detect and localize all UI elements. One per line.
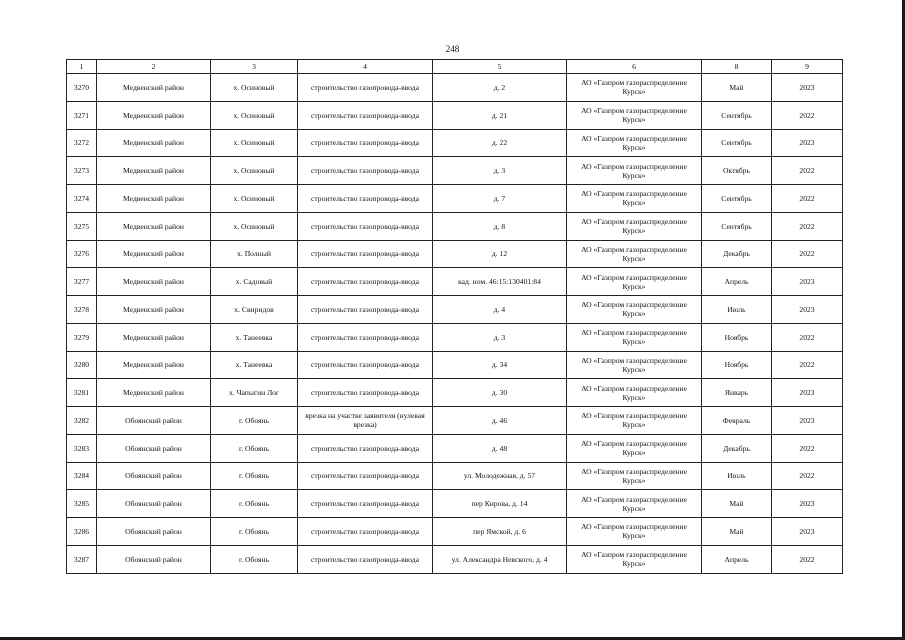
organization-cell: АО «Газпром газораспределение Курск» bbox=[567, 323, 702, 351]
work-type-cell: строительство газопровода-ввода bbox=[298, 157, 433, 185]
table-row bbox=[67, 74, 843, 102]
month-cell: Июль bbox=[702, 462, 772, 490]
organization-cell: АО «Газпром газораспределение Курск» bbox=[567, 268, 702, 296]
locality-cell: г. Обоянь bbox=[211, 490, 298, 518]
organization-cell: АО «Газпром газораспределение Курск» bbox=[567, 379, 702, 407]
organization-cell: АО «Газпром газораспределение Курск» bbox=[567, 74, 702, 102]
district-cell: Медвенский район bbox=[97, 379, 211, 407]
month-cell: Сентябрь bbox=[702, 212, 772, 240]
organization-cell: АО «Газпром газораспределение Курск» bbox=[567, 212, 702, 240]
month-cell: Сентябрь bbox=[702, 101, 772, 129]
year-cell: 2022 bbox=[772, 101, 843, 129]
locality-cell: х. Осиновый bbox=[211, 157, 298, 185]
locality-cell: х. Садовый bbox=[211, 268, 298, 296]
address-cell: д. 46 bbox=[433, 407, 567, 435]
district-cell: Медвенский район bbox=[97, 185, 211, 213]
district-cell: Обоянский район bbox=[97, 434, 211, 462]
locality-cell: х. Танеевка bbox=[211, 351, 298, 379]
month-cell: Май bbox=[702, 74, 772, 102]
table-row bbox=[67, 323, 843, 351]
row-number-cell: 3284 bbox=[67, 462, 97, 490]
year-cell: 2023 bbox=[772, 268, 843, 296]
organization-cell: АО «Газпром газораспределение Курск» bbox=[567, 129, 702, 157]
work-type-cell: строительство газопровода-ввода bbox=[298, 268, 433, 296]
work-type-cell: строительство газопровода-ввода bbox=[298, 185, 433, 213]
month-cell: Сентябрь bbox=[702, 129, 772, 157]
year-cell: 2023 bbox=[772, 407, 843, 435]
address-cell: ул. Молодежная, д. 57 bbox=[433, 462, 567, 490]
table-row bbox=[67, 240, 843, 268]
organization-cell: АО «Газпром газораспределение Курск» bbox=[567, 545, 702, 573]
table-row bbox=[67, 351, 843, 379]
header-cell: 2 bbox=[97, 60, 211, 74]
locality-cell: х. Полный bbox=[211, 240, 298, 268]
table-row bbox=[67, 379, 843, 407]
district-cell: Медвенский район bbox=[97, 212, 211, 240]
work-type-cell: строительство газопровода-ввода bbox=[298, 212, 433, 240]
year-cell: 2022 bbox=[772, 323, 843, 351]
work-type-cell: строительство газопровода-ввода bbox=[298, 434, 433, 462]
table-row bbox=[67, 545, 843, 573]
organization-cell: АО «Газпром газораспределение Курск» bbox=[567, 407, 702, 435]
year-cell: 2023 bbox=[772, 74, 843, 102]
work-type-cell: строительство газопровода-ввода bbox=[298, 545, 433, 573]
month-cell: Апрель bbox=[702, 268, 772, 296]
locality-cell: х. Осиновый bbox=[211, 185, 298, 213]
year-cell: 2023 bbox=[772, 296, 843, 324]
locality-cell: г. Обоянь bbox=[211, 434, 298, 462]
locality-cell: г. Обоянь bbox=[211, 518, 298, 546]
locality-cell: г. Обоянь bbox=[211, 545, 298, 573]
work-type-cell: строительство газопровода-ввода bbox=[298, 351, 433, 379]
address-cell: ул. Александра Невского, д. 4 bbox=[433, 545, 567, 573]
row-number-cell: 3270 bbox=[67, 74, 97, 102]
table-row bbox=[67, 157, 843, 185]
header-cell: 5 bbox=[433, 60, 567, 74]
address-cell: д. 7 bbox=[433, 185, 567, 213]
month-cell: Октябрь bbox=[702, 157, 772, 185]
row-number-cell: 3278 bbox=[67, 296, 97, 324]
organization-cell: АО «Газпром газораспределение Курск» bbox=[567, 462, 702, 490]
locality-cell: х. Танеевка bbox=[211, 323, 298, 351]
address-cell: д. 48 bbox=[433, 434, 567, 462]
row-number-cell: 3275 bbox=[67, 212, 97, 240]
year-cell: 2022 bbox=[772, 545, 843, 573]
organization-cell: АО «Газпром газораспределение Курск» bbox=[567, 296, 702, 324]
row-number-cell: 3283 bbox=[67, 434, 97, 462]
organization-cell: АО «Газпром газораспределение Курск» bbox=[567, 490, 702, 518]
district-cell: Обоянский район bbox=[97, 518, 211, 546]
month-cell: Декабрь bbox=[702, 240, 772, 268]
district-cell: Обоянский район bbox=[97, 490, 211, 518]
address-cell: пер Ямской, д. 6 bbox=[433, 518, 567, 546]
year-cell: 2022 bbox=[772, 351, 843, 379]
organization-cell: АО «Газпром газораспределение Курск» bbox=[567, 157, 702, 185]
work-type-cell: строительство газопровода-ввода bbox=[298, 129, 433, 157]
address-cell: пер Кирова, д. 14 bbox=[433, 490, 567, 518]
district-cell: Обоянский район bbox=[97, 462, 211, 490]
row-number-cell: 3285 bbox=[67, 490, 97, 518]
organization-cell: АО «Газпром газораспределение Курск» bbox=[567, 518, 702, 546]
district-cell: Медвенский район bbox=[97, 129, 211, 157]
address-cell: д. 3 bbox=[433, 157, 567, 185]
organization-cell: АО «Газпром газораспределение Курск» bbox=[567, 185, 702, 213]
header-cell: 3 bbox=[211, 60, 298, 74]
row-number-cell: 3277 bbox=[67, 268, 97, 296]
table-row bbox=[67, 407, 843, 435]
year-cell: 2022 bbox=[772, 185, 843, 213]
locality-cell: х. Чапыгин Лог bbox=[211, 379, 298, 407]
registry-table bbox=[66, 59, 843, 574]
row-number-cell: 3272 bbox=[67, 129, 97, 157]
header-cell: 1 bbox=[67, 60, 97, 74]
district-cell: Медвенский район bbox=[97, 268, 211, 296]
address-cell: кад. ном. 46:15:130401:84 bbox=[433, 268, 567, 296]
work-type-cell: строительство газопровода-ввода bbox=[298, 462, 433, 490]
month-cell: Февраль bbox=[702, 407, 772, 435]
year-cell: 2022 bbox=[772, 462, 843, 490]
table-row bbox=[67, 296, 843, 324]
year-cell: 2023 bbox=[772, 129, 843, 157]
work-type-cell: строительство газопровода-ввода bbox=[298, 490, 433, 518]
work-type-cell: строительство газопровода-ввода bbox=[298, 74, 433, 102]
row-number-cell: 3280 bbox=[67, 351, 97, 379]
work-type-cell: строительство газопровода-ввода bbox=[298, 323, 433, 351]
address-cell: д. 3 bbox=[433, 323, 567, 351]
row-number-cell: 3279 bbox=[67, 323, 97, 351]
header-row bbox=[67, 60, 843, 74]
address-cell: д. 4 bbox=[433, 296, 567, 324]
row-number-cell: 3273 bbox=[67, 157, 97, 185]
district-cell: Медвенский район bbox=[97, 240, 211, 268]
row-number-cell: 3286 bbox=[67, 518, 97, 546]
table-header bbox=[67, 60, 843, 74]
district-cell: Медвенский район bbox=[97, 101, 211, 129]
district-cell: Медвенский район bbox=[97, 296, 211, 324]
district-cell: Обоянский район bbox=[97, 407, 211, 435]
table-row bbox=[67, 434, 843, 462]
district-cell: Медвенский район bbox=[97, 157, 211, 185]
month-cell: Декабрь bbox=[702, 434, 772, 462]
table-row bbox=[67, 185, 843, 213]
row-number-cell: 3282 bbox=[67, 407, 97, 435]
work-type-cell: строительство газопровода-ввода bbox=[298, 240, 433, 268]
year-cell: 2022 bbox=[772, 157, 843, 185]
table-row bbox=[67, 129, 843, 157]
month-cell: Июль bbox=[702, 296, 772, 324]
month-cell: Май bbox=[702, 490, 772, 518]
address-cell: д. 8 bbox=[433, 212, 567, 240]
page-number: 248 bbox=[445, 44, 460, 54]
address-cell: д. 34 bbox=[433, 351, 567, 379]
year-cell: 2022 bbox=[772, 240, 843, 268]
organization-cell: АО «Газпром газораспределение Курск» bbox=[567, 434, 702, 462]
locality-cell: х. Свиридов bbox=[211, 296, 298, 324]
month-cell: Ноябрь bbox=[702, 323, 772, 351]
month-cell: Май bbox=[702, 518, 772, 546]
locality-cell: х. Осиновый bbox=[211, 212, 298, 240]
district-cell: Медвенский район bbox=[97, 323, 211, 351]
header-cell: 8 bbox=[702, 60, 772, 74]
organization-cell: АО «Газпром газораспределение Курск» bbox=[567, 240, 702, 268]
row-number-cell: 3271 bbox=[67, 101, 97, 129]
district-cell: Медвенский район bbox=[97, 351, 211, 379]
table-row bbox=[67, 490, 843, 518]
organization-cell: АО «Газпром газораспределение Курск» bbox=[567, 351, 702, 379]
header-cell: 4 bbox=[298, 60, 433, 74]
row-number-cell: 3274 bbox=[67, 185, 97, 213]
address-cell: д. 22 bbox=[433, 129, 567, 157]
work-type-cell: строительство газопровода-ввода bbox=[298, 379, 433, 407]
table-row bbox=[67, 268, 843, 296]
table-row bbox=[67, 212, 843, 240]
work-type-cell: строительство газопровода-ввода bbox=[298, 101, 433, 129]
row-number-cell: 3281 bbox=[67, 379, 97, 407]
table-row bbox=[67, 518, 843, 546]
year-cell: 2022 bbox=[772, 434, 843, 462]
locality-cell: х. Осиновый bbox=[211, 74, 298, 102]
month-cell: Ноябрь bbox=[702, 351, 772, 379]
header-cell: 6 bbox=[567, 60, 702, 74]
locality-cell: х. Осиновый bbox=[211, 101, 298, 129]
year-cell: 2023 bbox=[772, 379, 843, 407]
table-row bbox=[67, 101, 843, 129]
month-cell: Сентябрь bbox=[702, 185, 772, 213]
organization-cell: АО «Газпром газораспределение Курск» bbox=[567, 101, 702, 129]
year-cell: 2023 bbox=[772, 490, 843, 518]
work-type-cell: строительство газопровода-ввода bbox=[298, 518, 433, 546]
month-cell: Апрель bbox=[702, 545, 772, 573]
address-cell: д. 12 bbox=[433, 240, 567, 268]
row-number-cell: 3276 bbox=[67, 240, 97, 268]
table-body bbox=[67, 74, 843, 574]
address-cell: д. 2 bbox=[433, 74, 567, 102]
year-cell: 2023 bbox=[772, 518, 843, 546]
locality-cell: х. Осиновый bbox=[211, 129, 298, 157]
address-cell: д. 30 bbox=[433, 379, 567, 407]
locality-cell: г. Обоянь bbox=[211, 462, 298, 490]
table-row bbox=[67, 462, 843, 490]
locality-cell: г. Обоянь bbox=[211, 407, 298, 435]
year-cell: 2022 bbox=[772, 212, 843, 240]
month-cell: Январь bbox=[702, 379, 772, 407]
address-cell: д. 21 bbox=[433, 101, 567, 129]
district-cell: Обоянский район bbox=[97, 545, 211, 573]
district-cell: Медвенский район bbox=[97, 74, 211, 102]
work-type-cell: строительство газопровода-ввода bbox=[298, 296, 433, 324]
work-type-cell: врезка на участке заявителя (нулевая врезка) bbox=[298, 407, 433, 435]
row-number-cell: 3287 bbox=[67, 545, 97, 573]
header-cell: 9 bbox=[772, 60, 843, 74]
